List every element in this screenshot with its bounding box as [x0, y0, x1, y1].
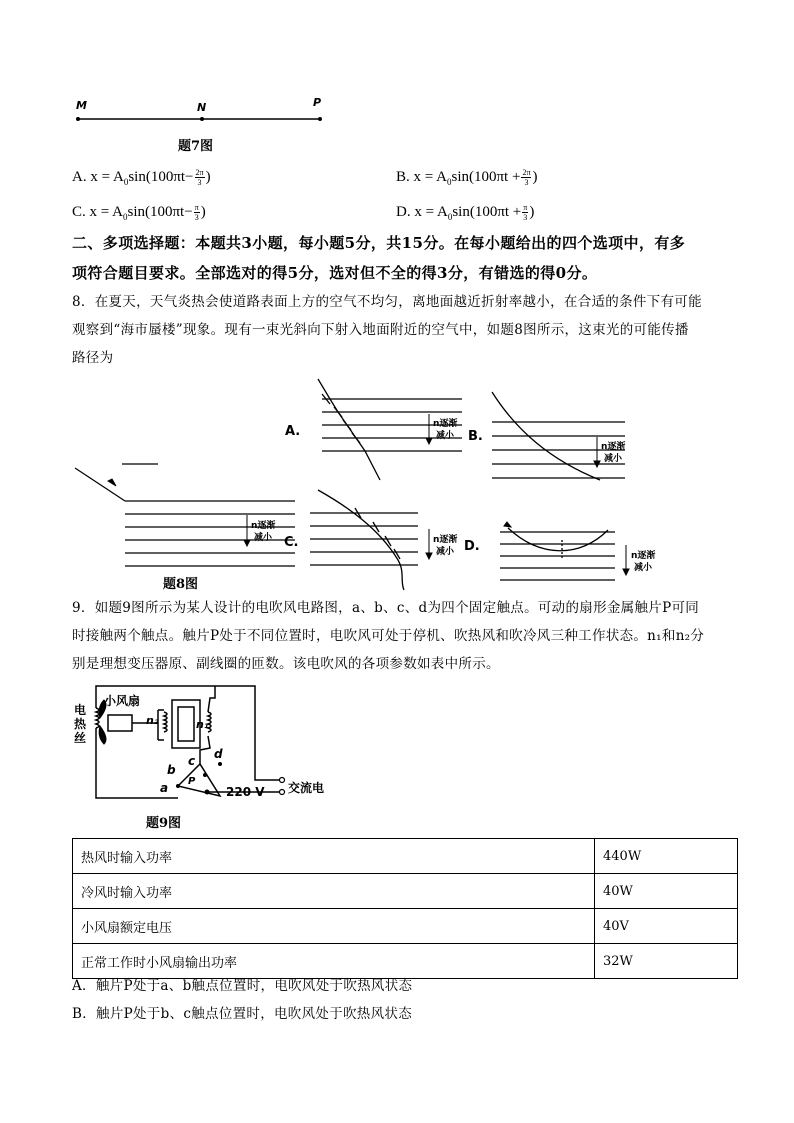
fig8-n-label-c1: n逐渐 [433, 535, 458, 545]
q9-option-a[interactable]: A．触片P处于a、b触点位置时，电吹风处于吹热风状态 [72, 978, 413, 994]
fig8-caption: 题8图 [163, 577, 199, 592]
fig8-n-label-a1: n逐渐 [433, 419, 458, 429]
fig7-label-m: M [76, 99, 87, 112]
q8-stem-line1: 8．在夏天，天气炎热会使道路表面上方的空气不均匀，离地面越近折射率越小，在合适的条件下有可能 [72, 294, 702, 310]
fig9-contact-b: b [167, 763, 176, 777]
q9-stem-line1: 9．如题9图所示为某人设计的电吹风电路图，a、b、c、d为四个固定触点。可动的扇形金属触片P可同 [72, 600, 700, 616]
q7-option-a[interactable]: A. $x = A_0\sin(100\pi t-$ $\frac{2\pi}{3}$ ) [72, 168, 211, 187]
fig8-label-b: B. [468, 429, 483, 444]
q7-option-c[interactable]: C. $x = A_0\sin(100\pi t-$ $\frac{\pi}{3}$ ) [72, 203, 206, 222]
fig7-point-p [318, 117, 322, 121]
fig9-contact-p: P [188, 776, 196, 787]
param-name: 冷风时输入功率 [73, 874, 595, 909]
table-row [73, 839, 738, 874]
fig9-ac-label: 交流电 [288, 781, 325, 795]
fig7-label-p: P [313, 96, 322, 109]
fig8-label-a: A. [285, 424, 301, 439]
fig9-contact-c: c [188, 754, 196, 768]
fraction: $\frac{2\pi}{3}$ [522, 168, 531, 187]
fig9-heater-char2: 热 [74, 717, 87, 731]
section2-line1: 二、多项选择题：本题共3小题，每小题5分，共15分。在每小题给出的四个选项中，有多 [72, 234, 686, 252]
fig7-point-m [76, 117, 80, 121]
fraction: $\frac{\pi}{3}$ [523, 203, 528, 222]
fig9-fan-label: 小风扇 [104, 694, 141, 708]
fig9-n2-label: n₂ [146, 714, 159, 727]
q7-option-d[interactable]: D. $x = A_0\sin(100\pi t$ + $\frac{\pi}{3}$ ) [396, 203, 535, 222]
fig7-caption: 题7图 [178, 139, 214, 154]
fig8-n-label-a2: 减小 [436, 431, 455, 441]
fig8-n-label-main1: n逐渐 [251, 521, 276, 531]
fig7-diagram [70, 92, 340, 132]
fig8-n-label-d1: n逐渐 [631, 551, 656, 561]
fig7-point-n [200, 117, 204, 121]
table-row [73, 874, 738, 909]
params-table [72, 838, 738, 979]
fig9-voltage: 220 V [226, 785, 265, 799]
section2-line2: 项符合题目要求。全部选对的得5分，选对但不全的得3分，有错选的得0分。 [72, 264, 598, 282]
param-value: 440W [595, 839, 738, 874]
fig9-heater-char1: 电 [74, 703, 87, 717]
fig8-label-c: C. [284, 535, 299, 550]
fig8-label-d: D. [464, 539, 480, 554]
fig9-circuit [70, 680, 340, 810]
q8-stem-line2: 观察到“海市蜃楼”现象。现有一束光斜向下射入地面附近的空气中，如题8图所示，这束光的可能传播 [72, 322, 689, 338]
table-row [73, 909, 738, 944]
param-name: 热风时输入功率 [73, 839, 595, 874]
fig9-n1-label: n₁ [196, 718, 209, 731]
fig9-heater-char3: 丝 [74, 731, 87, 745]
param-name: 小风扇额定电压 [73, 909, 595, 944]
table-row [73, 944, 738, 979]
fig8-n-label-b1: n逐渐 [601, 442, 626, 452]
fig9-contact-d: d [214, 747, 223, 761]
fig8-n-label-c2: 减小 [436, 547, 455, 557]
fraction: $\frac{2\pi}{3}$ [195, 168, 204, 187]
fig7-label-n: N [197, 101, 207, 114]
param-value: 40V [595, 909, 738, 944]
fraction: $\frac{\pi}{3}$ [194, 203, 199, 222]
fig8-n-label-main2: 减小 [254, 533, 273, 543]
q9-stem-line2: 时接触两个触点。触片P处于不同位置时，电吹风可处于停机、吹热风和吹冷风三种工作状态。n₁和n₂分 [72, 628, 705, 644]
q7-option-b[interactable]: B. $x = A_0\sin(100\pi t$ + $\frac{2\pi}{3}$ ) [396, 168, 538, 187]
fig9-contact-a: a [160, 781, 169, 795]
q9-option-b[interactable]: B．触片P处于b、c触点位置时，电吹风处于吹热风状态 [72, 1006, 413, 1022]
param-value: 32W [595, 944, 738, 979]
param-name: 正常工作时小风扇输出功率 [73, 944, 595, 979]
fig8-n-label-d2: 减小 [634, 563, 653, 573]
q9-stem-line3: 别是理想变压器原、副线圈的匝数。该电吹风的各项参数如表中所示。 [72, 656, 500, 672]
q8-stem-line3: 路径为 [72, 350, 114, 366]
fig9-caption: 题9图 [146, 816, 182, 831]
param-value: 40W [595, 874, 738, 909]
fig8-diagram [60, 370, 740, 594]
fig8-n-label-b2: 减小 [604, 454, 623, 464]
